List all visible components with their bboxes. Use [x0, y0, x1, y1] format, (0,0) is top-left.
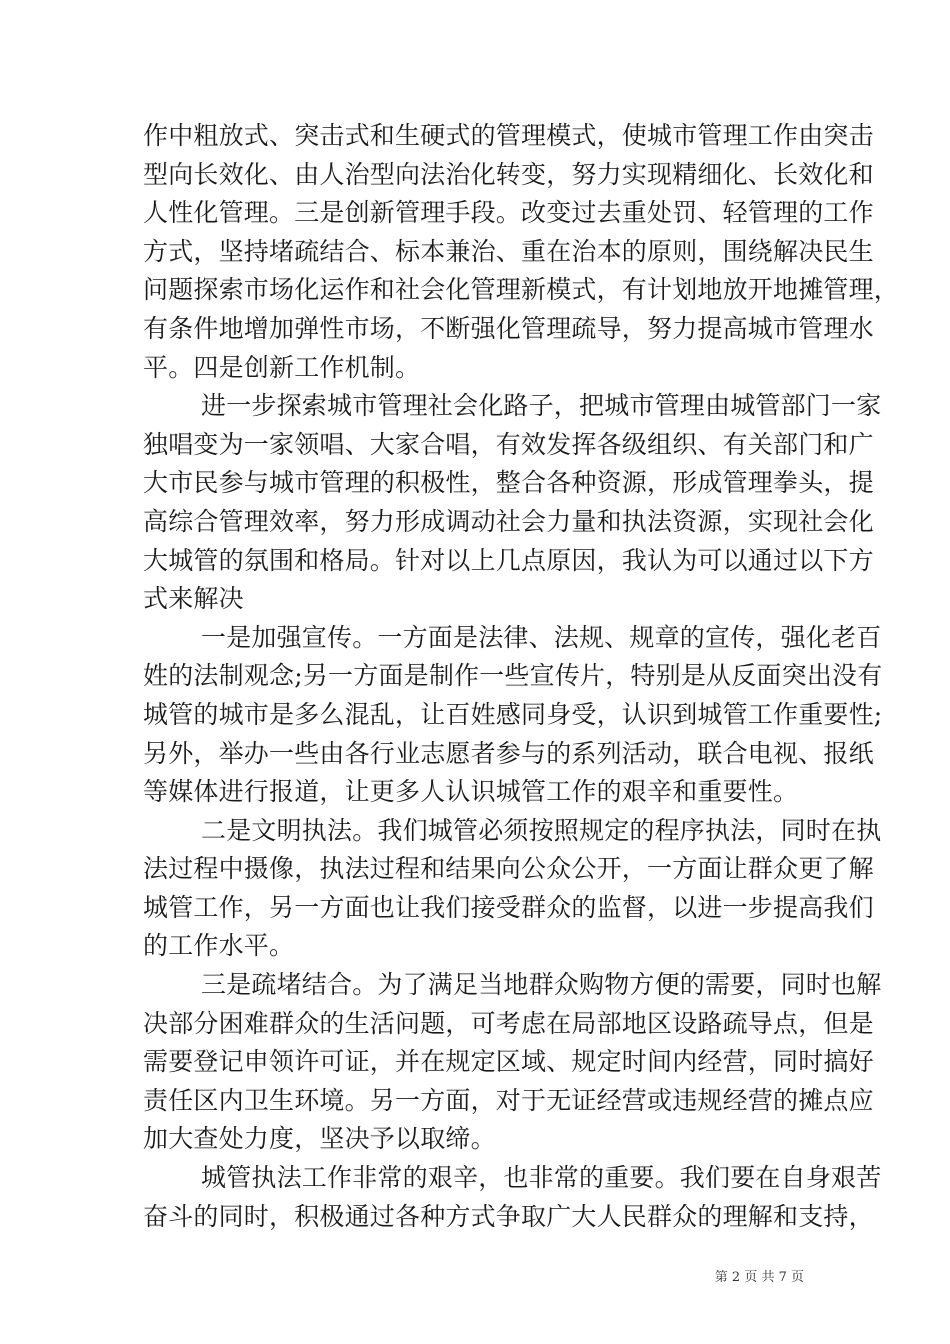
text-line: 奋斗的同时，积极通过各种方式争取广大人民群众的理解和支持， [143, 1201, 874, 1231]
text-line: 问题探索市场化运作和社会化管理新模式，有计划地放开地摊管理， [143, 275, 900, 305]
text-line: 等媒体进行报道，让更多人认识城管工作的艰辛和重要性。 [143, 777, 799, 807]
text-line: 城管的城市是多么混乱，让百姓感同身受，认识到城管工作重要性; [143, 699, 883, 729]
text-line: 式来解决 [143, 584, 244, 614]
text-line: 二是文明执法。我们城管必须按照规定的程序执法，同时在执 [201, 815, 882, 845]
text-line: 加大查处力度，坚决予以取缔。 [143, 1124, 496, 1154]
paragraph [143, 812, 882, 966]
text-line: 城管执法工作非常的艰辛，也非常的重要。我们要在自身艰苦 [201, 1163, 882, 1193]
text-line: 大市民参与城市管理的积极性，整合各种资源，形成管理拳头，提 [143, 468, 874, 498]
text-line: 的工作水平。 [143, 931, 295, 961]
text-line: 需要登记申领许可证，并在规定区域、规定时间内经营，同时搞好 [143, 1047, 874, 1077]
text-line: 平。四是创新工作机制。 [143, 352, 421, 382]
paragraph [143, 1159, 882, 1236]
text-line: 方式，坚持堵疏结合、标本兼治、重在治本的原则，围绕解决民生 [143, 236, 874, 266]
paragraph [143, 117, 900, 387]
text-line: 责任区内卫生环境。另一方面，对于无证经营或违规经营的摊点应 [143, 1085, 874, 1115]
paragraph [143, 387, 882, 619]
text-line: 有条件地增加弹性市场，不断强化管理疏导，努力提高城市管理水 [143, 313, 874, 343]
text-line: 进一步探索城市管理社会化路子，把城市管理由城管部门一家 [201, 391, 882, 421]
text-line: 城管工作，另一方面也让我们接受群众的监督，以进一步提高我们 [143, 892, 874, 922]
text-line: 一是加强宣传。一方面是法律、法规、规章的宣传，强化老百 [201, 622, 882, 652]
text-line: 人性化管理。三是创新管理手段。改变过去重处罚、轻管理的工作 [143, 198, 874, 228]
text-line: 三是疏堵结合。为了满足当地群众购物方便的需要，同时也解 [201, 970, 882, 1000]
text-line: 高综合管理效率，努力形成调动社会力量和执法资源，实现社会化 [143, 506, 874, 536]
text-line: 法过程中摄像，执法过程和结果向公众公开，一方面让群众更了解 [143, 854, 874, 884]
text-line: 大城管的氛围和格局。针对以上几点原因，我认为可以通过以下方 [143, 545, 874, 575]
paragraph [143, 619, 883, 812]
text-line: 作中粗放式、突击式和生硬式的管理模式，使城市管理工作由突击 [143, 121, 874, 150]
paragraph [143, 966, 882, 1159]
text-line: 独唱变为一家领唱、大家合唱，有效发挥各级组织、有关部门和广 [143, 429, 874, 459]
text-line: 决部分困难群众的生活问题，可考虑在局部地区设路疏导点，但是 [143, 1008, 874, 1038]
body-text [143, 117, 900, 1236]
text-line: 姓的法制观念;另一方面是制作一些宣传片，特别是从反面突出没有 [143, 661, 883, 691]
page-number: 第 2 页 共 7 页 [714, 1270, 804, 1285]
text-line: 型向长效化、由人治型向法治化转变，努力实现精细化、长效化和 [143, 159, 874, 189]
text-line: 另外，举办一些由各行业志愿者参与的系列活动，联合电视、报纸 [143, 738, 874, 768]
